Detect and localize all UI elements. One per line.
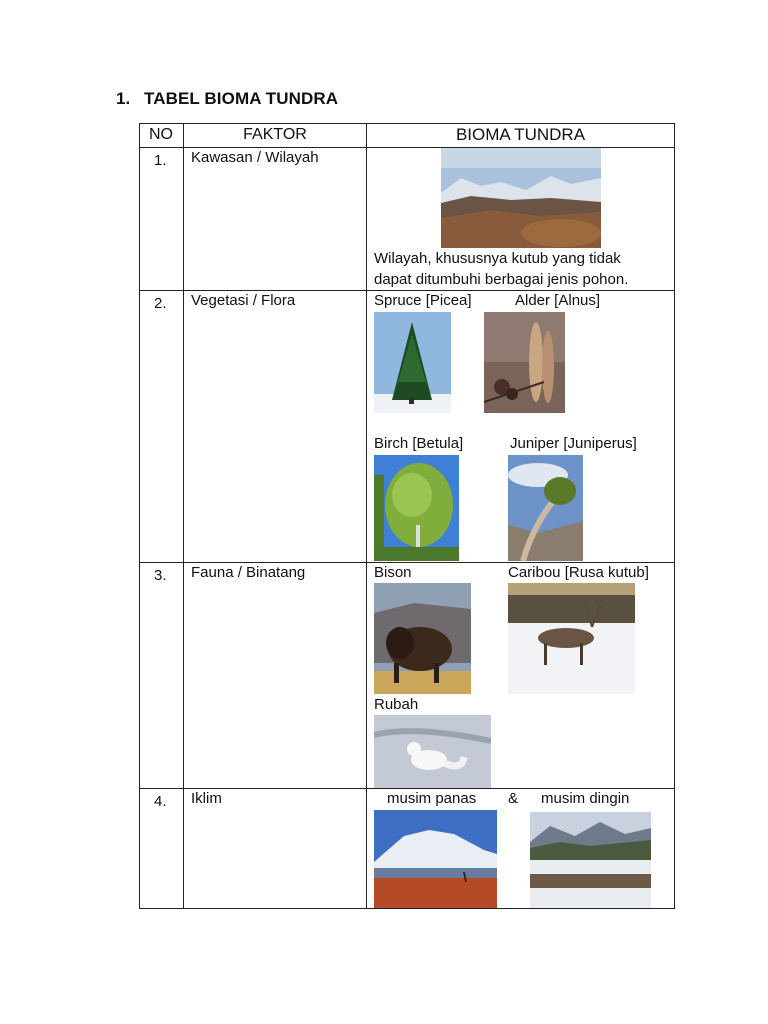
alder-catkins-photo xyxy=(484,312,565,413)
header-biome: BIOMA TUNDRA xyxy=(455,125,586,144)
fauna-label-caribou: Caribou [Rusa kutub] xyxy=(508,564,649,581)
section-title: TABEL BIOMA TUNDRA xyxy=(144,89,339,108)
row-1-description-line1: Wilayah, khususnya kutub yang tidak xyxy=(374,250,621,267)
winter-tundra-photo xyxy=(530,812,651,908)
tundra-landscape-photo xyxy=(441,148,601,248)
climate-label-winter: musim dingin xyxy=(541,790,630,807)
tundra-table xyxy=(139,123,675,909)
row-1-no: 1. xyxy=(154,152,167,169)
flora-label-alder: Alder [Alnus] xyxy=(515,292,601,309)
table-border-right xyxy=(674,123,675,909)
row-4-factor: Iklim xyxy=(191,790,222,807)
juniper-tree-photo xyxy=(508,455,583,561)
row-1-factor: Kawasan / Wilayah xyxy=(191,149,319,166)
header-factor: FAKTOR xyxy=(243,126,307,143)
bison-photo xyxy=(374,583,471,694)
row-4-no: 4. xyxy=(154,793,167,810)
row-2-factor: Vegetasi / Flora xyxy=(191,292,296,309)
fauna-label-fox: Rubah xyxy=(374,696,419,713)
summer-tundra-photo xyxy=(374,810,497,908)
table-border-bottom xyxy=(139,908,675,909)
row-2-no: 2. xyxy=(154,295,167,312)
section-heading xyxy=(116,89,338,109)
section-number: 1. xyxy=(116,89,131,108)
caribou-photo xyxy=(508,583,635,694)
fauna-label-bison: Bison xyxy=(374,564,412,581)
row-1-description-line2: dapat ditumbuhi berbagai jenis pohon. xyxy=(374,271,629,288)
birch-tree-photo xyxy=(374,455,459,561)
column-divider-2 xyxy=(366,123,367,909)
table-border-top xyxy=(139,123,675,124)
flora-label-spruce: Spruce [Picea] xyxy=(374,292,472,309)
arctic-fox-photo xyxy=(374,715,491,788)
row-3-no: 3. xyxy=(154,567,167,584)
flora-label-juniper: Juniper [Juniperus] xyxy=(510,435,637,452)
row-3-factor: Fauna / Binatang xyxy=(191,564,306,581)
header-no: NO xyxy=(149,126,173,143)
table-border-left xyxy=(139,123,140,909)
climate-label-summer: musim panas xyxy=(387,790,477,807)
flora-label-birch: Birch [Betula] xyxy=(374,435,464,452)
column-divider-1 xyxy=(183,123,184,909)
spruce-tree-photo xyxy=(374,312,451,413)
climate-label-ampersand: & xyxy=(508,790,519,807)
